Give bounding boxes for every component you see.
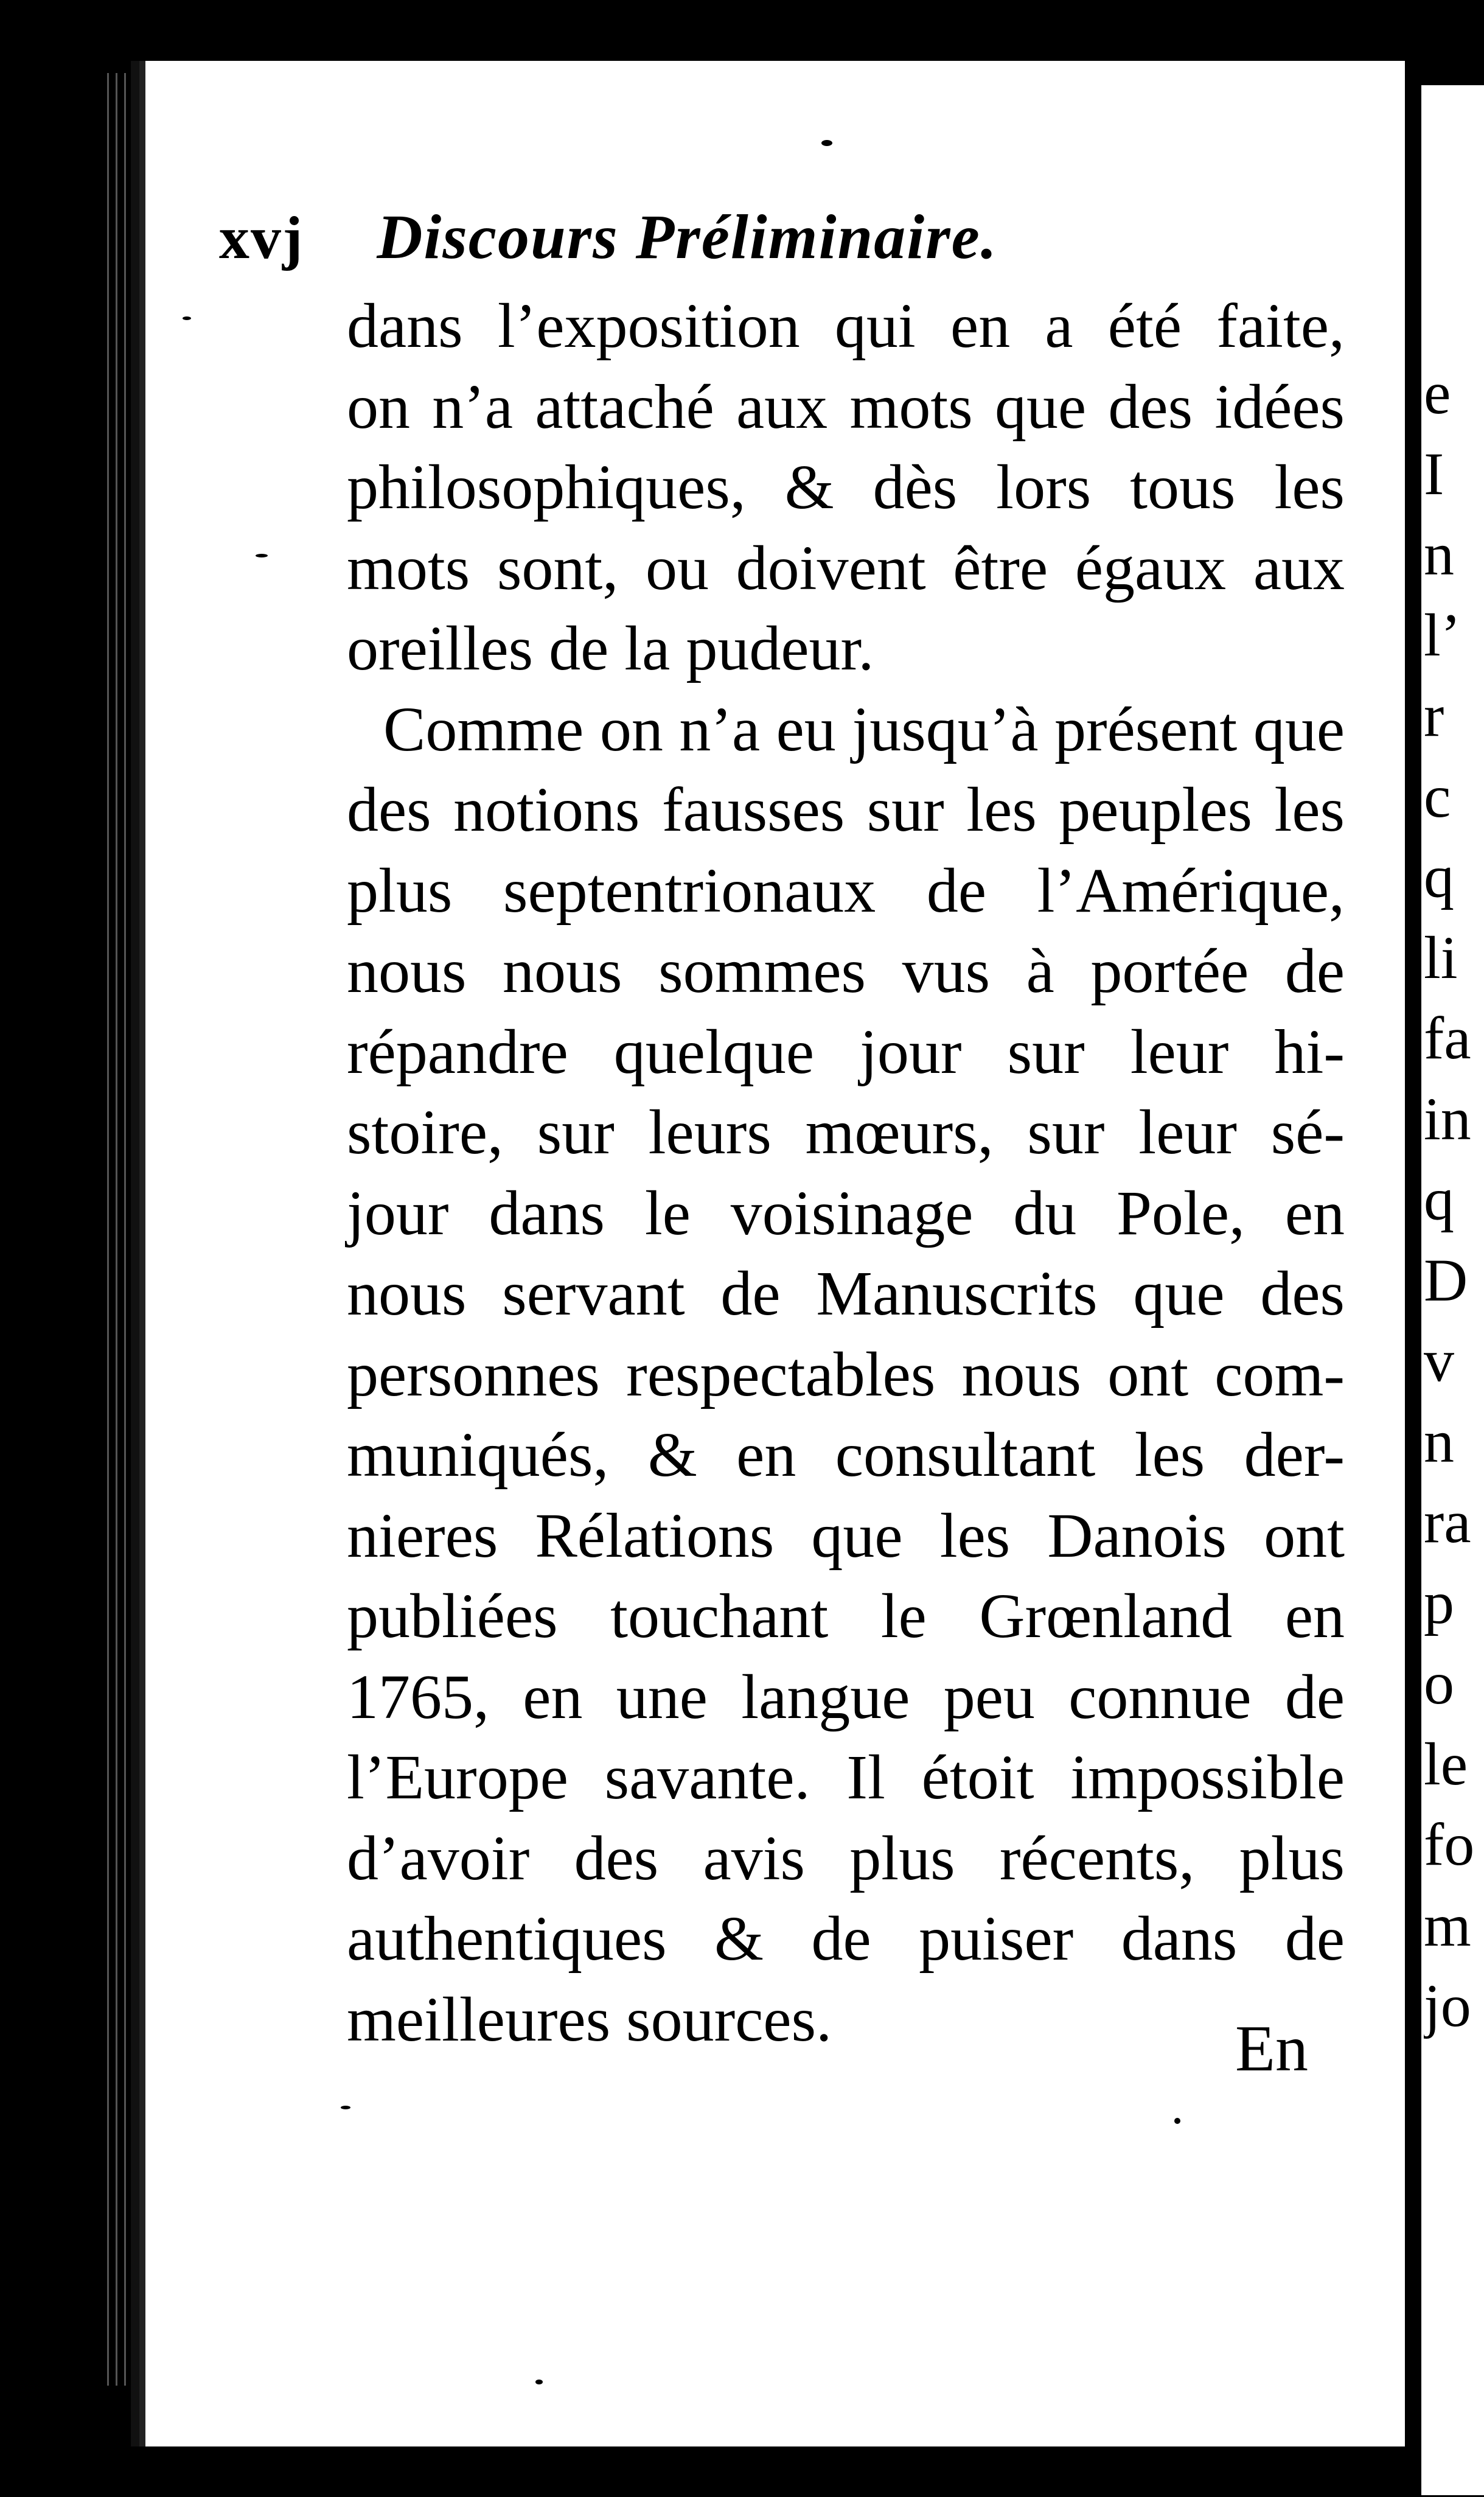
text-line: 1765, en une langue peu connue de <box>347 1661 1345 1732</box>
scan-speck <box>341 2106 350 2109</box>
facing-line-fragment: n <box>1424 1407 1454 1475</box>
facing-line-fragment: q <box>1424 843 1454 910</box>
text-line: mots sont, ou doivent être égaux aux <box>347 533 1345 603</box>
text-line: d’avoir des avis plus récents, plus <box>347 1823 1345 1893</box>
page-number: xvj <box>219 204 304 271</box>
text-line: nieres Rélations que les Danois ont <box>347 1500 1345 1571</box>
text-line: oreilles de la pudeur. <box>347 613 874 683</box>
scan-speck <box>821 140 832 146</box>
text-line: stoire, sur leurs mœurs, sur leur sé- <box>347 1097 1345 1167</box>
scan-speck <box>256 554 268 557</box>
text-line: muniqués, & en consultant les der- <box>347 1420 1345 1490</box>
scan-speck <box>535 2380 543 2384</box>
text-line: on n’a attaché aux mots que des idées <box>347 371 1345 442</box>
facing-line-fragment: r <box>1424 682 1444 749</box>
running-title: Discours Préliminaire. <box>377 202 998 272</box>
facing-line-fragment: c <box>1424 762 1451 830</box>
facing-line-fragment: fa <box>1424 1004 1471 1072</box>
text-line: l’Europe savante. Il étoit impossible <box>347 1742 1345 1812</box>
facing-line-fragment: li <box>1424 923 1458 991</box>
facing-line-fragment: e <box>1424 359 1451 427</box>
text-line: philosophiques, & dès lors tous les <box>347 452 1345 522</box>
scan-speck <box>183 316 191 320</box>
text-line: plus septentrionaux de l’Amérique, <box>347 855 1345 926</box>
text-line: des notions fausses sur les peuples les <box>347 775 1345 845</box>
text-line: jour dans le voisinage du Pole, en <box>347 1178 1345 1248</box>
facing-line-fragment: v <box>1424 1327 1454 1394</box>
facing-line-fragment: I <box>1424 439 1444 508</box>
text-line: publiées touchant le Grœnland en <box>347 1581 1345 1651</box>
facing-line-fragment: p <box>1424 1568 1454 1636</box>
page-body <box>347 286 1345 2060</box>
paragraph-1 <box>347 286 1345 690</box>
text-line: nous nous sommes vus à portée de <box>347 936 1345 1006</box>
text-line: meilleures sources. <box>347 1984 832 2055</box>
facing-line-fragment: q <box>1424 1165 1454 1233</box>
facing-line-fragment: m <box>1424 1891 1471 1959</box>
facing-line-fragment: jo <box>1424 1972 1471 2039</box>
paragraph-2 <box>347 690 1345 2061</box>
facing-line-fragment: l’ <box>1424 601 1461 669</box>
text-line: Comme on n’a eu jusqu’à présent que <box>383 694 1345 764</box>
text-line: personnes respectables nous ont com- <box>347 1339 1345 1409</box>
facing-line-fragment: D <box>1424 1246 1468 1314</box>
facing-line-fragment: in <box>1424 1084 1471 1153</box>
page-header <box>219 201 1223 286</box>
facing-line-fragment: ra <box>1424 1488 1471 1556</box>
text-line: dans l’exposition qui en a été faite, <box>347 291 1345 361</box>
facing-line-fragment: fo <box>1424 1811 1475 1878</box>
text-line: authentiques & de puiser dans de <box>347 1904 1345 1974</box>
text-line: nous servant de Manuscrits que des <box>347 1259 1345 1329</box>
text-line: répandre quelque jour sur leur hi- <box>347 1016 1345 1087</box>
facing-page-text <box>1424 353 1484 2047</box>
facing-line-fragment: le <box>1424 1730 1468 1798</box>
facing-line-fragment: o <box>1424 1649 1454 1717</box>
facing-line-fragment: n <box>1424 520 1454 588</box>
catchword: En <box>1235 2013 1308 2085</box>
scan-speck <box>1174 2118 1180 2124</box>
